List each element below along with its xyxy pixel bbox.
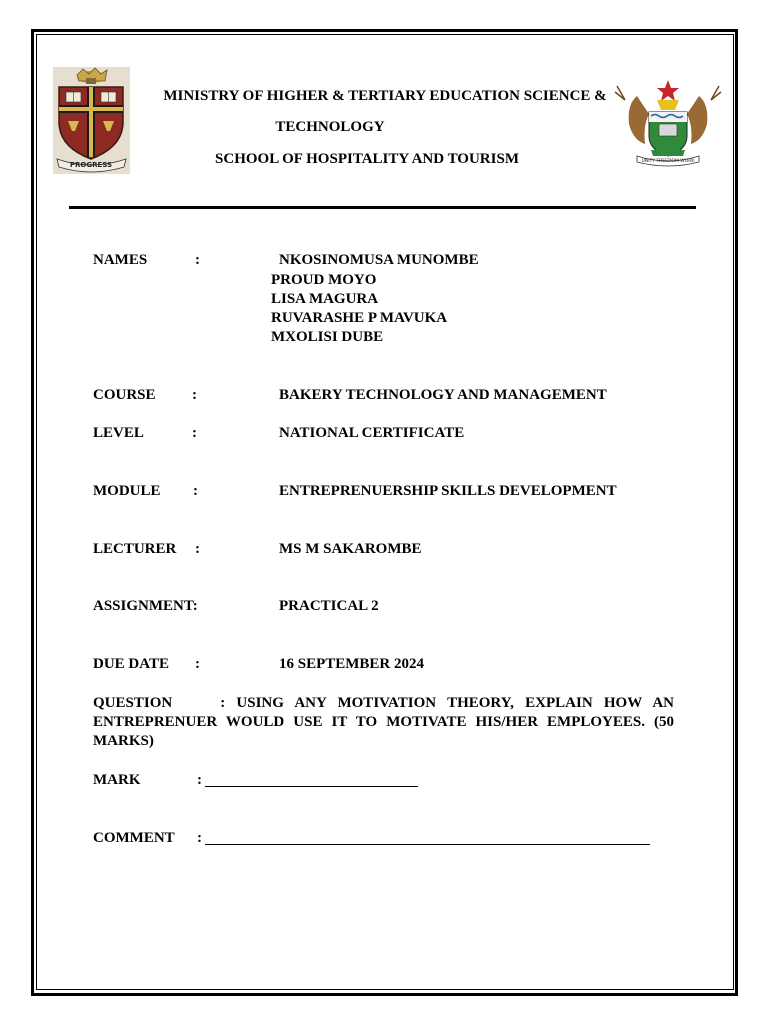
module-label: MODULE — [93, 483, 161, 499]
header-divider — [69, 206, 696, 209]
lecturer-value: MS M SAKAROMBE — [279, 541, 422, 557]
student-name: NKOSINOMUSA MUNOMBE — [279, 252, 479, 268]
comment-colon: : — [197, 830, 202, 846]
due-date-colon: : — [195, 656, 200, 672]
course-label: COURSE — [93, 387, 156, 403]
svg-text:PROGRESS: PROGRESS — [69, 161, 113, 169]
module-colon: : — [193, 483, 198, 499]
names-colon: : — [195, 252, 200, 268]
due-date-value: 16 SEPTEMBER 2024 — [279, 656, 425, 672]
course-value: BAKERY TECHNOLOGY AND MANAGEMENT — [279, 387, 607, 403]
svg-text:UNITY FREEDOM WORK: UNITY FREEDOM WORK — [641, 159, 695, 164]
question-label: QUESTION — [93, 695, 173, 711]
mark-blank-line[interactable] — [205, 786, 418, 787]
level-label: LEVEL — [93, 425, 144, 441]
comment-label: COMMENT — [93, 830, 175, 846]
ministry-title-continued: TECHNOLOGY — [275, 119, 385, 135]
mark-colon: : — [197, 772, 202, 788]
question-text: : USING ANY MOTIVATION THEORY, EXPLAIN HOW AN ENTREPRENUER WOULD USE IT TO MOTIVATE HIS/HER EMPLOYEES. (50 MARKS) — [93, 695, 674, 749]
assignment-label: ASSIGNMENT: — [93, 598, 198, 614]
due-date-label: DUE DATE — [93, 656, 169, 672]
assignment-value: PRACTICAL 2 — [279, 598, 379, 614]
module-value: ENTREPRENUERSHIP SKILLS DEVELOPMENT — [279, 483, 617, 499]
course-colon: : — [192, 387, 197, 403]
student-name: PROUD MOYO — [271, 272, 377, 288]
ministry-title: MINISTRY OF HIGHER & TERTIARY EDUCATION SCIENCE & — [163, 88, 607, 104]
names-label: NAMES — [93, 252, 148, 268]
question-block — [93, 694, 674, 751]
student-name: RUVARASHE P MAVUKA — [271, 310, 448, 326]
lecturer-label: LECTURER — [93, 541, 177, 557]
comment-blank-line[interactable] — [205, 844, 650, 845]
lecturer-colon: : — [195, 541, 200, 557]
student-name: LISA MAGURA — [271, 291, 379, 307]
mark-label: MARK — [93, 772, 141, 788]
level-value: NATIONAL CERTIFICATE — [279, 425, 465, 441]
school-title: SCHOOL OF HOSPITALITY AND TOURISM — [215, 151, 519, 167]
student-name: MXOLISI DUBE — [271, 329, 384, 345]
level-colon: : — [192, 425, 197, 441]
